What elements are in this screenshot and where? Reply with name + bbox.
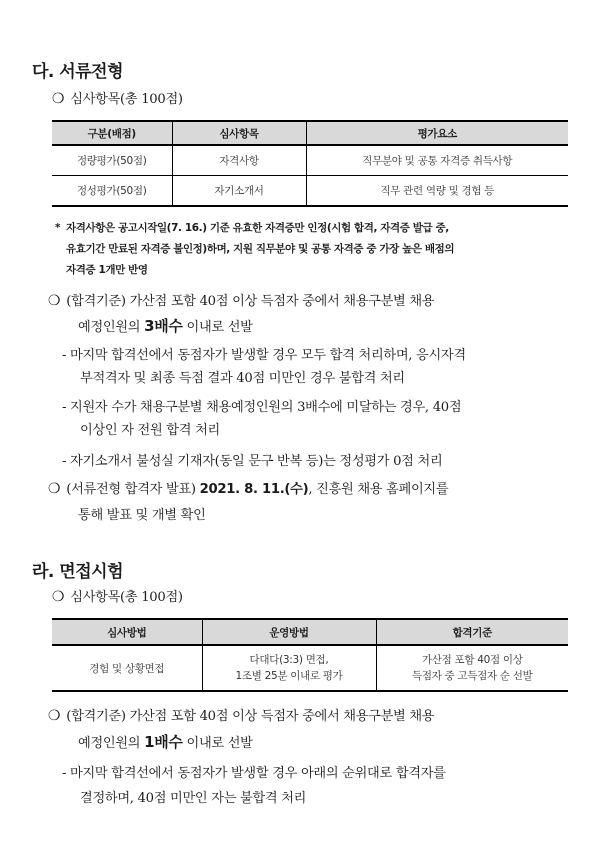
note-line <box>55 218 566 239</box>
dash-item-line: 결정하며, 40점 미만인 자는 불합격 처리 <box>80 791 307 806</box>
circle-bullet-icon: ❍ <box>52 589 65 605</box>
review-items-label: 심사항목(총 100점) <box>70 590 183 605</box>
table-cell: 경험 및 상황면접 <box>52 645 202 691</box>
cell-line: 1조별 25분 이내로 평가 <box>235 670 343 682</box>
circle-bullet-icon: ❍ <box>48 293 61 309</box>
table-header-cell: 평가요소 <box>306 121 568 145</box>
criteria-text: (합격기준) 가산점 포함 40점 이상 득점자 중에서 채용구분별 채용 <box>66 294 435 309</box>
table-cell: 자기소개서 <box>172 176 306 207</box>
circle-bullet-icon: ❍ <box>48 481 61 497</box>
section-title-document-screening: 다. 서류전형 <box>32 62 123 82</box>
circle-bullet-icon: ❍ <box>52 91 65 107</box>
dash-item-line: - 마지막 합격선에서 동점자가 발생할 경우 아래의 순위대로 합격자를 <box>62 766 446 781</box>
pass-criteria-line-2 <box>78 315 253 336</box>
review-items-heading <box>52 88 183 107</box>
pass-criteria-line <box>48 290 434 309</box>
table-cell: 정성평가(50점) <box>52 176 172 207</box>
section-title-interview: 라. 면접시험 <box>32 562 123 582</box>
pass-criteria-line-2 <box>78 731 253 752</box>
criteria-text: 이내로 선발 <box>182 736 253 751</box>
table-row <box>52 176 568 207</box>
criteria-text: 예정인원의 <box>78 320 145 335</box>
table-cell: 직무 관련 역량 및 경험 등 <box>306 176 568 207</box>
criteria-text: 이내로 선발 <box>182 320 253 335</box>
interview-table <box>52 618 568 692</box>
multiple-emphasis: 3배수 <box>144 317 183 335</box>
announce-date: 2021. 8. 11.(수) <box>199 482 309 497</box>
dash-item-line: 부적격자 및 최종 득점 결과 40점 미만인 경우 불합격 처리 <box>80 371 405 386</box>
review-items-label: 심사항목(총 100점) <box>70 92 183 107</box>
table-header-cell: 심사방법 <box>52 619 202 645</box>
table-header-cell: 심사항목 <box>172 121 306 145</box>
dash-item-line: - 마지막 합격선에서 동점자가 발생할 경우 모두 합격 처리하며, 응시자격 <box>62 348 466 363</box>
criteria-text: (합격기준) 가산점 포함 40점 이상 득점자 중에서 채용구분별 채용 <box>66 709 435 724</box>
note-line: 유효기간 만료된 자격증 불인정)하며, 지원 직무분야 및 공통 자격증 중 가장 높은 배점의 <box>66 243 455 255</box>
dash-item-line: - 지원자 수가 채용구분별 채용예정인원의 3배수에 미달하는 경우, 40점 <box>62 400 462 415</box>
cell-line: 가산점 포함 40점 이상 <box>421 654 523 666</box>
pass-criteria-line <box>48 705 434 724</box>
asterisk-marker: * <box>55 222 61 234</box>
criteria-text: 예정인원의 <box>78 736 145 751</box>
note-text: 자격사항은 공고시작일(7. 16.) 기준 유효한 자격증만 인정(시험 합격, 자격증 발급 중, <box>66 222 449 234</box>
table-cell <box>202 645 376 691</box>
dash-item-line: - 자기소개서 불성실 기재자(동일 문구 반복 등)는 정성평가 0점 처리 <box>62 454 443 469</box>
cell-line: 득점자 중 고득점자 순 선발 <box>412 670 533 682</box>
announce-text: (서류전형 합격자 발표) <box>66 482 200 497</box>
dash-item-line: 이상인 자 전원 합격 처리 <box>80 423 220 438</box>
announcement-line-2: 통해 발표 및 개별 확인 <box>78 508 206 523</box>
table-cell: 정량평가(50점) <box>52 145 172 176</box>
table-cell: 직무분야 및 공통 자격증 취득사항 <box>306 145 568 176</box>
review-items-heading <box>52 586 183 605</box>
table-header-cell: 합격기준 <box>376 619 568 645</box>
table-row <box>52 645 568 691</box>
table-row <box>52 145 568 176</box>
announce-text: , 진흥원 채용 홈페이지를 <box>308 482 449 497</box>
note-line: 자격증 1개만 반영 <box>66 264 148 276</box>
qualification-note <box>55 218 566 281</box>
announcement-line <box>48 478 448 497</box>
multiple-emphasis: 1배수 <box>144 733 183 751</box>
table-header-cell: 운영방법 <box>202 619 376 645</box>
table-cell <box>376 645 568 691</box>
table-header-row <box>52 619 568 645</box>
table-cell: 자격사항 <box>172 145 306 176</box>
circle-bullet-icon: ❍ <box>48 708 61 724</box>
table-header-cell: 구분(배점) <box>52 121 172 145</box>
document-screening-table <box>52 120 568 207</box>
cell-line: 다대다(3:3) 면접, <box>249 654 329 666</box>
table-header-row <box>52 121 568 145</box>
